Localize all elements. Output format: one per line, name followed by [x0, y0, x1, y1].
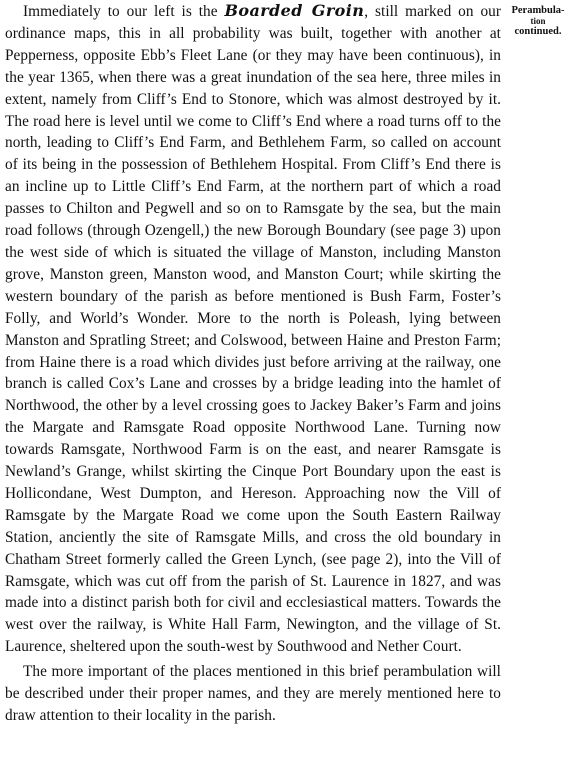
body-text	[5, 0, 501, 727]
paragraph-2: The more important of the places mentioned in this brief perambulation will be described under their proper names, and they are merely mentioned here to draw attention to their locality in the parish.	[5, 663, 501, 724]
margin-note-line-3: continued.	[514, 25, 562, 37]
margin-note-line-1: Perambula-	[511, 5, 565, 16]
paragraph-1	[5, 0, 501, 658]
margin-note	[506, 5, 570, 37]
paragraph-1-body: , still marked on our ordinance maps, this in all probability was built, together with another at Pepperness, opposite Ebb’s Fleet Lane (or they may have been continuous), in the year 1365, when there was a great inundation of the sea here, three miles in extent, namely from Cliff’s End to Stonore, which was almost destroyed by it. The road here is level until we come to Cliff’s End where a road turns off to the north, leading to Cliff’s End Farm, and Bethlehem Farm, so called on account of its being in the possession of Bethlehem Hospital. From Cliff’s End there is an incline up to Little Cliff’s End Farm, at the northern part of which a road passes to Chilton and Pegwell and so on to Ramsgate by the sea, but the main road follows (through Ozengell,) the new Borough Boundary (see page 3) upon the west side of which is situated the village of Manston, including Manston grove, Manston green, Manston wood, and Manston Court; while skirting the western boundary of the parish as before mentioned is Bush Farm, Foster’s Folly, and World’s Wonder. More to the north is Poleash, lying between Manston and Spratling Street; and Colswood, between Haine and Preston Farm; from Haine there is a road which divides just before arriving at the railway, one branch is called Cox’s Lane and crosses by a bridge leading into the hamlet of Northwood, the other by a level crossing goes to Jackey Baker’s Farm and joins the Margate and Ramsgate Road opposite Northwood Lane. Turning now towards Ramsgate, Northwood Farm is on the east, and nearer Ramsgate is Newland’s Grange, whilst skirting the Cinque Port Boundary upon the east is Hollicondane, West Dumpton, and Hereson. Approaching now the Vill of Ramsgate by the Margate Road we come upon the South Eastern Railway Station, anciently the site of Ramsgate Mills, and cross the old boundary in Chatham Street formerly called the Green Lynch, (see page 2), into the Vill of Ramsgate, which was cut off from the parish of St. Laurence in 1827, and was made into a distinct parish both for civil and ecclesiastical matters. Towards the west over the railway, is White Hall Farm, Newington, and the village of St. Laurence, sheltered upon the south-west by Southwood and Nether Court.	[5, 3, 501, 656]
boarded-groin-name: Boarded Groin	[224, 1, 365, 20]
margin-note-line-2: tion	[530, 15, 546, 26]
paragraph-1-opening: Immediately to our left is the	[23, 3, 225, 20]
